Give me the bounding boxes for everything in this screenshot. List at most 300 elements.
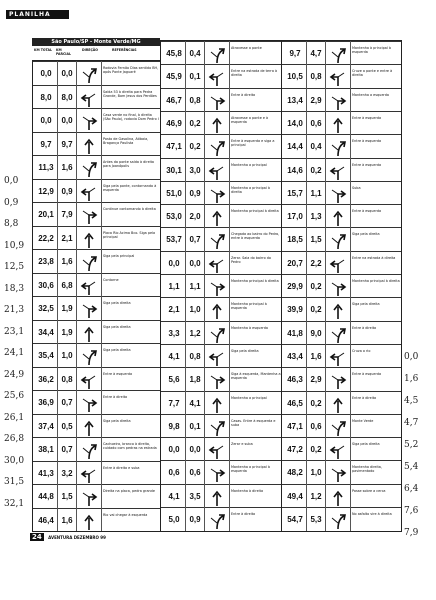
direction-arrow-icon — [207, 511, 227, 530]
km-partial: 2,9 — [310, 95, 322, 105]
km-partial: 0,4 — [310, 142, 322, 152]
route-reference: Siga pela direita — [103, 418, 131, 423]
route-row — [161, 111, 282, 135]
route-reference: Entre à esquerda — [352, 162, 382, 167]
km-total: 13,4 — [287, 95, 303, 105]
handwritten-note: 8,8 — [4, 219, 19, 229]
km-partial: 1,6 — [310, 351, 322, 361]
column-divider — [57, 61, 58, 531]
route-reference: Placa Rio Acima Bco. Siga pela principal — [103, 230, 156, 239]
km-partial: 0,2 — [310, 282, 322, 291]
km-total: 51,0 — [166, 188, 182, 198]
route-reference: Atravesse a ponte — [231, 46, 262, 50]
route-reference: Mantenha à direita — [231, 488, 264, 493]
km-partial: 3,0 — [189, 165, 201, 175]
route-row — [282, 88, 401, 112]
direction-arrow-icon — [207, 208, 227, 227]
km-partial: 1,9 — [61, 304, 73, 313]
direction-arrow-icon — [79, 206, 99, 225]
route-reference: Entre à esquerda — [352, 115, 382, 120]
direction-arrow-icon — [79, 230, 99, 249]
route-reference: Suba — [352, 185, 361, 190]
km-total: 29,9 — [287, 282, 303, 291]
route-reference: Direita na placa, pedra grande — [103, 489, 155, 493]
route-row — [161, 297, 282, 321]
km-partial: 0,0 — [189, 445, 201, 455]
km-partial: 5,3 — [310, 515, 322, 524]
km-total: 17,0 — [287, 212, 303, 222]
route-row — [161, 414, 282, 438]
km-partial: 1,5 — [61, 492, 73, 501]
km-total: 14,0 — [287, 118, 303, 128]
direction-arrow-icon — [328, 231, 348, 250]
route-row — [282, 391, 401, 415]
direction-arrow-icon — [328, 441, 348, 460]
column-divider — [350, 41, 351, 531]
km-total: 5,6 — [168, 375, 180, 385]
route-reference: Entre na estrada à direita — [352, 255, 396, 260]
route-row — [33, 155, 161, 180]
km-partial: 1,1 — [189, 282, 201, 291]
handwritten-note: 7,6 — [404, 506, 419, 516]
km-partial: 0,8 — [310, 72, 322, 82]
km-total: 8,0 — [40, 92, 52, 102]
km-total: 22,2 — [38, 233, 54, 243]
direction-arrow-icon — [207, 115, 227, 134]
route-reference: Zerar e suba — [231, 442, 253, 447]
route-reference: Chegada ao bairro do Pedro, entre à esquerda — [231, 232, 280, 241]
route-reference: Mantenha a esquerda — [352, 92, 389, 97]
route-row — [161, 460, 282, 484]
km-total: 39,9 — [287, 305, 303, 315]
km-partial: 0,7 — [189, 235, 201, 245]
column-divider — [185, 41, 186, 531]
direction-arrow-icon — [79, 488, 99, 507]
handwritten-note: 18,3 — [4, 283, 25, 294]
route-reference: No asfalto vire à direita — [352, 512, 392, 516]
km-partial: 0,1 — [189, 421, 201, 431]
route-row — [161, 64, 282, 88]
route-reference: Mantenha à esquerda — [231, 325, 268, 330]
km-total: 5,0 — [168, 515, 180, 524]
direction-arrow-icon — [79, 159, 99, 178]
km-partial: 0,8 — [189, 351, 201, 361]
handwritten-note: 31,5 — [4, 477, 25, 487]
km-partial: 2,0 — [189, 212, 201, 222]
km-total: 36,2 — [38, 374, 54, 384]
km-total: 10,5 — [287, 72, 303, 82]
route-reference: Mantenha principal à direita — [231, 279, 279, 283]
direction-arrow-icon — [79, 394, 99, 413]
km-total: 20,1 — [38, 210, 54, 219]
route-row — [161, 41, 282, 65]
column-divider — [101, 61, 102, 531]
route-reference: Mantenha a principal à esquerda — [231, 465, 270, 474]
km-total: 20,7 — [287, 258, 303, 268]
handwritten-note: 5,4 — [404, 462, 419, 472]
route-row — [161, 344, 282, 368]
km-partial: 1,8 — [189, 375, 201, 385]
route-row — [33, 390, 161, 415]
route-reference: Entre à esquerda — [352, 139, 382, 144]
route-column-2 — [160, 40, 283, 532]
route-reference: Casas. Entre à esquerda e suba — [231, 418, 276, 427]
route-row — [161, 391, 282, 415]
direction-arrow-icon — [207, 185, 227, 204]
km-partial: 9,0 — [310, 328, 322, 338]
km-total: 1,1 — [168, 282, 180, 291]
km-total: 0,0 — [40, 116, 52, 125]
km-partial: 0,6 — [310, 421, 322, 431]
route-reference: Rodovia Fernão Dias sentido BH, após Ponte Jaguaré — [103, 66, 159, 74]
km-total: 12,9 — [38, 186, 54, 196]
route-row — [161, 251, 282, 275]
direction-arrow-icon — [79, 347, 99, 366]
direction-arrow-icon — [207, 441, 227, 460]
direction-arrow-icon — [207, 418, 227, 437]
route-row — [161, 437, 282, 461]
km-partial: 0,9 — [61, 186, 73, 196]
direction-arrow-icon — [79, 136, 99, 155]
km-total: 49,4 — [287, 491, 303, 501]
route-reference: Mantenha principal à direita — [352, 279, 400, 283]
route-row — [282, 251, 401, 275]
km-partial: 9,7 — [61, 139, 73, 149]
direction-arrow-icon — [328, 395, 348, 414]
direction-arrow-icon — [328, 115, 348, 134]
route-reference: Siga pela principal — [103, 254, 135, 258]
column-divider — [76, 61, 77, 531]
km-partial: 2,2 — [310, 258, 322, 268]
page-footer — [30, 533, 106, 541]
route-row — [33, 343, 161, 368]
route-reference: Mantenha direita, pavimentado — [352, 465, 382, 474]
km-total: 30,6 — [38, 280, 54, 290]
direction-arrow-icon — [207, 395, 227, 414]
route-reference: Mantenha a principal à direita — [231, 185, 270, 194]
route-row — [33, 85, 161, 110]
handwritten-note: 10,9 — [4, 240, 25, 251]
direction-arrow-icon — [328, 185, 348, 204]
km-partial: 1,6 — [61, 515, 73, 525]
km-total: 11,3 — [38, 163, 54, 172]
route-reference: Siga à esquerda, Mantenha a esquerda — [231, 372, 281, 381]
km-total: 47,1 — [166, 142, 182, 152]
route-row — [282, 460, 401, 484]
route-row — [33, 508, 161, 533]
route-reference: Entre à direita — [352, 325, 377, 330]
route-reference: Entre à esquerda e siga a principal — [231, 139, 275, 148]
direction-arrow-icon — [328, 371, 348, 390]
route-reference: Entre à esquerda — [103, 371, 133, 376]
route-row — [282, 134, 401, 158]
km-total: 4,1 — [168, 351, 180, 361]
km-partial: 1,0 — [310, 468, 322, 478]
km-total: 9,7 — [40, 139, 52, 149]
route-row — [282, 158, 401, 182]
route-row — [282, 414, 401, 438]
route-reference: Siga pela direita — [103, 348, 131, 352]
column-divider — [306, 41, 307, 531]
km-partial: 1,6 — [61, 257, 73, 266]
km-partial: 3,2 — [61, 468, 73, 478]
route-row — [161, 134, 282, 158]
km-total: 45,8 — [166, 49, 182, 58]
route-reference: Continue contornando à direita — [103, 207, 156, 211]
direction-arrow-icon — [79, 465, 99, 484]
column-divider — [229, 41, 230, 531]
km-total: 9,7 — [289, 49, 301, 58]
route-reference: Mantenha a principal — [231, 395, 267, 400]
direction-arrow-icon — [79, 418, 99, 437]
route-reference: Cachoeira, branco à direita, cuidado com pedras na estrada — [103, 442, 157, 450]
direction-arrow-icon — [328, 348, 348, 367]
route-row — [161, 227, 282, 251]
km-partial: 0,9 — [189, 188, 201, 198]
route-row — [282, 204, 401, 228]
col-references-label: REFERÊNCIAS — [112, 48, 137, 52]
direction-arrow-icon — [207, 68, 227, 87]
km-total: 0,0 — [168, 258, 180, 268]
km-total: 46,3 — [287, 375, 303, 385]
route-row — [282, 507, 401, 531]
km-total: 4,1 — [168, 491, 180, 501]
km-total: 46,7 — [166, 95, 182, 105]
route-title: São Paulo/SP - Monte Verde/MG — [32, 38, 160, 46]
route-reference: Entre à direita e suba — [103, 465, 140, 470]
km-total: 46,5 — [287, 398, 303, 408]
handwritten-note: 4,5 — [404, 396, 419, 406]
route-reference: Antes da ponte saída à direita para Joanópolis — [103, 160, 155, 168]
handwritten-note: 12,5 — [4, 262, 25, 272]
km-partial: 0,2 — [189, 118, 201, 128]
route-reference: Cruze a ponte e entre à direita — [352, 69, 393, 78]
km-total: 9,8 — [168, 421, 180, 431]
km-total: 47,1 — [287, 421, 303, 431]
direction-arrow-icon — [79, 300, 99, 319]
handwritten-note: 26,1 — [4, 412, 25, 423]
route-row — [282, 227, 401, 251]
km-partial: 1,2 — [310, 491, 322, 501]
route-row — [33, 61, 161, 86]
direction-arrow-icon — [207, 92, 227, 111]
km-partial: 6,8 — [61, 280, 73, 290]
km-partial: 4,7 — [310, 49, 322, 58]
km-total: 48,2 — [287, 468, 303, 478]
route-row — [282, 64, 401, 88]
route-row — [161, 204, 282, 228]
direction-arrow-icon — [328, 92, 348, 111]
direction-arrow-icon — [207, 138, 227, 157]
direction-arrow-icon — [207, 278, 227, 297]
route-reference: Entre à direita — [231, 512, 256, 516]
handwritten-note: 5,2 — [404, 440, 419, 450]
km-total: 36,9 — [38, 398, 54, 407]
direction-arrow-icon — [79, 441, 99, 460]
handwritten-note: 24,9 — [4, 369, 25, 380]
direction-arrow-icon — [207, 371, 227, 390]
km-partial: 0,0 — [189, 258, 201, 268]
route-row — [282, 297, 401, 321]
km-total: 46,4 — [38, 515, 54, 525]
route-row — [161, 507, 282, 531]
handwritten-note: 26,8 — [4, 434, 25, 444]
km-partial: 0,4 — [189, 49, 201, 58]
direction-arrow-icon — [79, 371, 99, 390]
direction-arrow-icon — [207, 301, 227, 320]
km-partial: 1,2 — [189, 328, 201, 338]
km-total: 45,9 — [166, 72, 182, 82]
direction-arrow-icon — [79, 324, 99, 343]
direction-arrow-icon — [207, 348, 227, 367]
route-reference: Entre à esquerda — [352, 372, 382, 377]
direction-arrow-icon — [328, 45, 348, 64]
km-partial: 1,6 — [61, 163, 73, 172]
km-total: 38,1 — [38, 445, 54, 454]
route-reference: Mantenha a principal — [231, 162, 267, 167]
route-row — [33, 484, 161, 509]
km-total: 44,8 — [38, 492, 54, 501]
route-row — [282, 181, 401, 205]
route-row — [33, 273, 161, 298]
km-partial: 0,0 — [61, 69, 73, 78]
route-reference: Contorne — [103, 277, 119, 282]
route-row — [161, 484, 282, 508]
route-row — [33, 132, 161, 157]
km-partial: 0,9 — [189, 515, 201, 524]
route-row — [33, 249, 161, 274]
km-total: 46,9 — [166, 118, 182, 128]
route-row — [161, 158, 282, 182]
route-reference: Entre à direita — [231, 92, 256, 97]
km-partial: 0,2 — [310, 165, 322, 175]
route-reference: Siga pela direita — [352, 442, 380, 447]
direction-arrow-icon — [328, 325, 348, 344]
handwritten-note: 4,7 — [404, 418, 419, 428]
route-reference: Rio vai chegar à esquerda — [103, 512, 148, 517]
route-row — [282, 437, 401, 461]
km-partial: 0,1 — [189, 72, 201, 82]
km-total: 14,6 — [287, 165, 303, 175]
column-divider — [325, 41, 326, 531]
page-header: PLANILHA — [6, 10, 69, 19]
table-subheader — [32, 46, 160, 60]
handwritten-note: 23,1 — [4, 326, 25, 337]
handwritten-note: 24,1 — [4, 348, 25, 358]
km-total: 30,1 — [166, 165, 182, 175]
direction-arrow-icon — [79, 253, 99, 272]
handwritten-note: 0,9 — [4, 197, 19, 208]
route-column-1 — [32, 60, 162, 532]
route-row — [282, 274, 401, 298]
route-row — [282, 484, 401, 508]
route-row — [161, 367, 282, 391]
km-total: 43,4 — [287, 351, 303, 361]
route-reference: Siga pela direita — [352, 232, 380, 237]
route-row — [282, 367, 401, 391]
km-partial: 0,2 — [310, 398, 322, 408]
km-partial: 1,1 — [310, 188, 322, 198]
km-partial: 0,6 — [189, 468, 201, 478]
route-row — [33, 108, 161, 133]
route-reference: Siga pela ponte, contornando à esquerda — [103, 183, 157, 192]
direction-arrow-icon — [79, 277, 99, 296]
route-row — [161, 181, 282, 205]
km-total: 53,7 — [166, 235, 182, 245]
route-row — [33, 437, 161, 462]
route-reference: Siga pela direita — [231, 348, 259, 353]
km-partial: 1,9 — [61, 327, 73, 337]
handwritten-note: 1,6 — [404, 374, 419, 384]
km-total: 35,4 — [38, 351, 54, 360]
direction-arrow-icon — [328, 418, 348, 437]
route-row — [33, 296, 161, 321]
route-reference: Zerar. Saia do bairro do Pedro — [231, 255, 271, 264]
direction-arrow-icon — [207, 162, 227, 181]
handwritten-note: 30,0 — [4, 455, 25, 466]
direction-arrow-icon — [79, 112, 99, 131]
km-partial: 7,9 — [61, 210, 73, 219]
route-reference: Posto de Gasolina, Atibaia, Bragança Paulista — [103, 136, 149, 145]
km-partial: 0,7 — [61, 398, 73, 407]
km-partial: 0,2 — [189, 142, 201, 152]
direction-arrow-icon — [207, 45, 227, 64]
km-total: 18,5 — [287, 235, 303, 245]
direction-arrow-icon — [207, 231, 227, 250]
km-total: 41,8 — [287, 328, 303, 338]
km-total: 47,2 — [287, 445, 303, 455]
footer-text: AVENTURA DEZEMBRO 99 — [48, 535, 106, 540]
direction-arrow-icon — [79, 512, 99, 531]
direction-arrow-icon — [328, 464, 348, 483]
km-partial: 2,1 — [61, 233, 73, 243]
km-partial: 1,0 — [189, 305, 201, 315]
handwritten-note: 21,3 — [4, 305, 25, 315]
direction-arrow-icon — [79, 65, 99, 84]
direction-arrow-icon — [328, 138, 348, 157]
km-total: 34,4 — [38, 327, 54, 337]
handwritten-note: 7,9 — [404, 528, 419, 538]
km-partial: 2,9 — [310, 375, 322, 385]
km-total: 0,0 — [40, 69, 52, 78]
direction-arrow-icon — [328, 255, 348, 274]
km-total: 53,0 — [166, 212, 182, 222]
route-row — [33, 226, 161, 251]
km-partial: 1,0 — [61, 351, 73, 360]
km-partial: 1,3 — [310, 212, 322, 222]
km-partial: 0,6 — [310, 118, 322, 128]
km-partial: 0,5 — [61, 421, 73, 431]
km-total: 3,3 — [168, 328, 180, 338]
route-row — [282, 344, 401, 368]
column-divider — [204, 41, 205, 531]
route-row — [161, 321, 282, 345]
route-row — [33, 367, 161, 392]
direction-arrow-icon — [328, 208, 348, 227]
route-row — [33, 414, 161, 439]
km-total: 23,8 — [38, 257, 54, 266]
route-reference: Entre na estrada de terra à direita — [231, 69, 278, 78]
route-row — [282, 41, 401, 65]
route-reference: Cruza o rio — [352, 348, 371, 353]
handwritten-note: 25,6 — [4, 391, 25, 401]
km-total: 41,3 — [38, 468, 54, 478]
km-partial: 0,8 — [61, 374, 73, 384]
route-reference: Entre à direita — [103, 395, 128, 399]
direction-arrow-icon — [79, 89, 99, 108]
handwritten-note: 6,4 — [404, 484, 419, 494]
direction-arrow-icon — [328, 488, 348, 507]
